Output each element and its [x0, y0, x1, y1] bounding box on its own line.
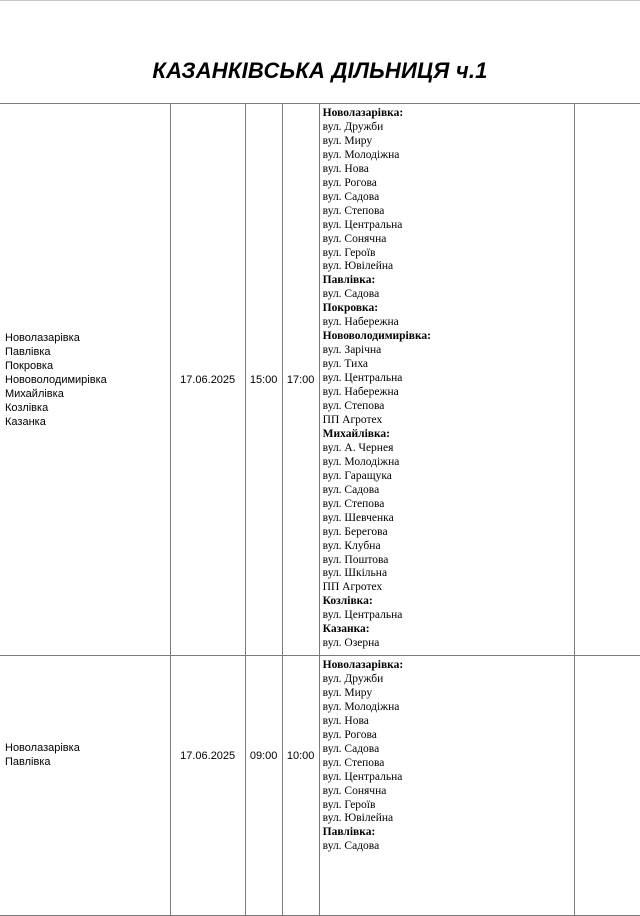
- street-name: вул. Ювілейна: [322, 260, 394, 273]
- street-name: вул. Центральна: [322, 609, 403, 622]
- street-name: вул. Шкільна: [322, 567, 388, 580]
- street-name: вул. Миру: [322, 686, 373, 699]
- street-name: вул. Молодіжна: [322, 148, 400, 161]
- settlement-heading: Покровка:: [322, 302, 379, 315]
- settlement-name: Казанка: [5, 415, 46, 428]
- table-row: [0, 104, 640, 656]
- street-name: вул. Клубна: [322, 539, 381, 552]
- street-name: вул. Рогова: [322, 728, 377, 741]
- date-cell: 17.06.2025: [170, 656, 245, 916]
- street-name: вул. Молодіжна: [322, 700, 400, 713]
- settlement-heading: Новолазарівка:: [322, 107, 404, 119]
- settlement-name: Новолазарівка: [5, 742, 80, 754]
- table-row: [0, 656, 640, 916]
- top-rule: [0, 0, 640, 1]
- street-name: вул. Тиха: [322, 358, 369, 371]
- empty-cell: [574, 104, 640, 656]
- street-name: вул. Садова: [322, 840, 380, 853]
- street-name: вул. Садова: [322, 483, 380, 496]
- settlement-heading: Павлівка:: [322, 274, 376, 287]
- street-name: вул. Центральна: [322, 372, 403, 385]
- street-name: ПП Агротех: [322, 581, 383, 594]
- empty-cell: [574, 656, 640, 916]
- start-time-cell: 09:00: [245, 656, 282, 916]
- street-name: вул. Миру: [322, 134, 373, 147]
- street-name: вул. Зарічна: [322, 344, 382, 357]
- street-name: вул. Рогова: [322, 176, 377, 189]
- street-name: вул. Поштова: [322, 553, 389, 566]
- street-name: вул. Сонячна: [322, 784, 387, 797]
- date-cell: 17.06.2025: [170, 104, 245, 656]
- street-name: вул. Сонячна: [322, 232, 387, 245]
- street-name: вул. Садова: [322, 190, 380, 203]
- street-name: ПП Агротех: [322, 413, 383, 426]
- settlement-name: Павлівка: [5, 345, 51, 358]
- settlement-heading: Нововолодимирівка:: [322, 330, 431, 343]
- street-name: вул. Ювілейна: [322, 812, 394, 825]
- street-name: вул. Дружби: [322, 672, 384, 685]
- page-title: КАЗАНКІВСЬКА ДІЛЬНИЦЯ ч.1: [152, 58, 488, 83]
- street-name: вул. Центральна: [322, 770, 403, 783]
- settlement-heading: Михайлівка:: [322, 427, 390, 440]
- street-name: вул. Озерна: [322, 637, 380, 650]
- street-name: вул. Садова: [322, 742, 380, 755]
- settlement-name: Павлівка: [5, 756, 51, 768]
- streets-cell: [319, 656, 574, 916]
- settlements-cell: [0, 104, 170, 656]
- street-name: вул. Набережна: [322, 386, 399, 399]
- street-name: вул. Дружби: [322, 120, 384, 133]
- settlement-name: Михайлівка: [5, 387, 64, 400]
- street-name: вул. Героїв: [322, 798, 376, 811]
- schedule-body: [0, 104, 640, 916]
- settlement-heading: Козлівка:: [322, 595, 373, 608]
- street-name: вул. Шевченка: [322, 511, 394, 524]
- settlement-heading: Павлівка:: [322, 826, 376, 839]
- street-name: вул. Нова: [322, 714, 369, 727]
- end-time-cell: 17:00: [282, 104, 319, 656]
- street-name: вул. А. Чернея: [322, 441, 394, 454]
- schedule-table: [0, 103, 640, 916]
- settlement-heading: Казанка:: [322, 623, 370, 636]
- settlement-heading: Новолазарівка:: [322, 659, 404, 671]
- street-name: вул. Берегова: [322, 525, 388, 538]
- street-name: вул. Гаращука: [322, 469, 392, 482]
- street-name: вул. Центральна: [322, 218, 403, 231]
- street-name: вул. Набережна: [322, 316, 399, 329]
- settlement-name: Нововолодимирівка: [5, 373, 107, 386]
- street-name: вул. Степова: [322, 400, 385, 413]
- start-time-cell: 15:00: [245, 104, 282, 656]
- settlement-name: Покровка: [5, 359, 54, 372]
- settlement-name: Новолазарівка: [5, 331, 80, 344]
- settlements-cell: [0, 656, 170, 916]
- street-name: вул. Степова: [322, 497, 385, 510]
- street-name: вул. Степова: [322, 756, 385, 769]
- street-name: вул. Садова: [322, 288, 380, 301]
- street-name: вул. Молодіжна: [322, 455, 400, 468]
- street-name: вул. Героїв: [322, 246, 376, 259]
- street-name: вул. Нова: [322, 162, 369, 175]
- settlement-name: Козлівка: [5, 401, 49, 414]
- streets-cell: [319, 104, 574, 656]
- street-name: вул. Степова: [322, 204, 385, 217]
- end-time-cell: 10:00: [282, 656, 319, 916]
